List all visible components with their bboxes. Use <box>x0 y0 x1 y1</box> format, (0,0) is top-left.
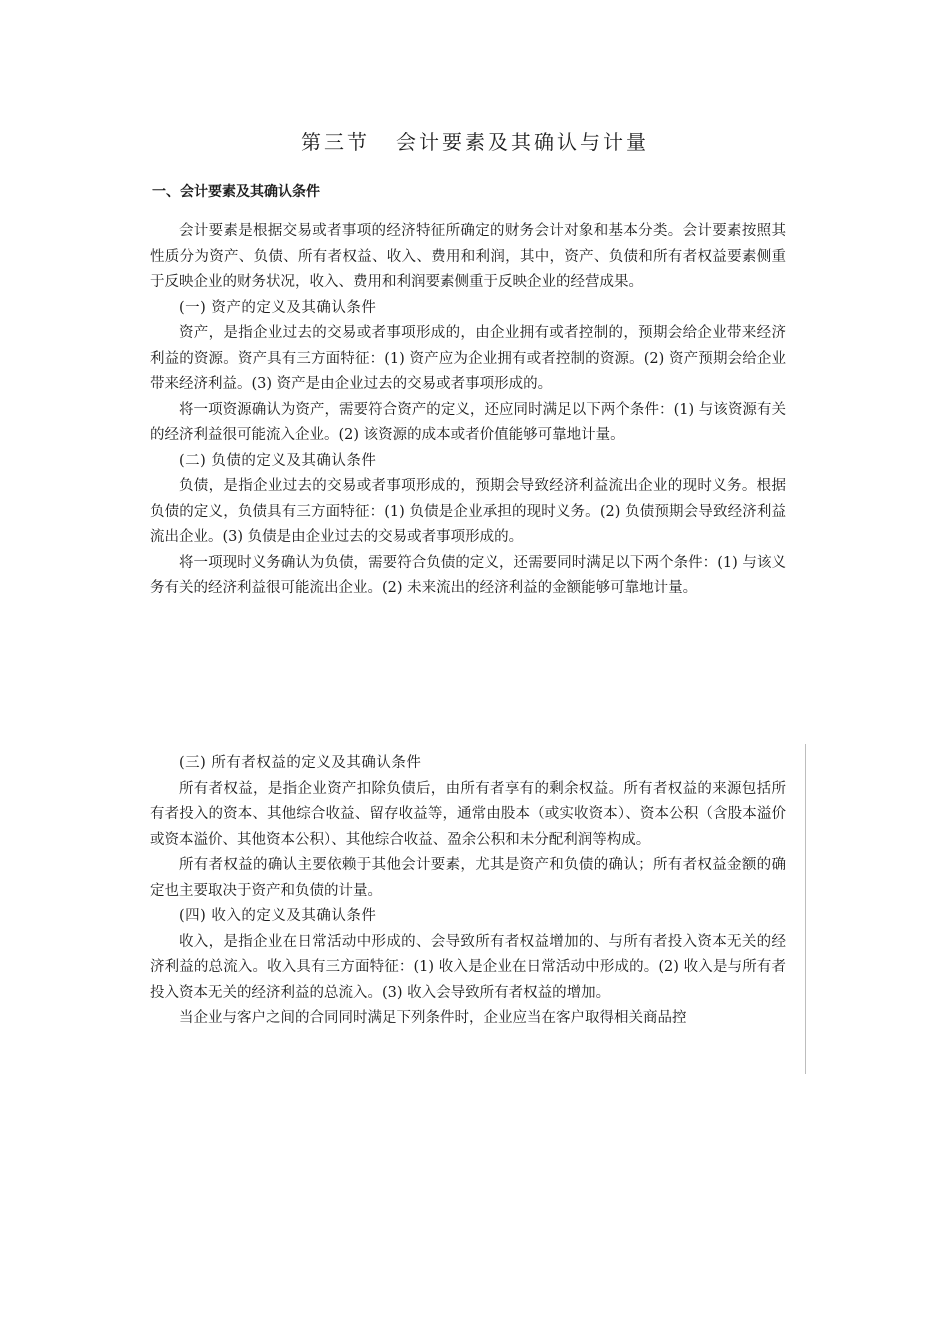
heading-accounting-elements: 一、会计要素及其确认条件 <box>152 184 320 200</box>
paragraph-assets-definition: 资产，是指企业过去的交易或者事项形成的，由企业拥有或者控制的，预期会给企业带来经济利益的资源。资产具有三方面特征：(1) 资产应为企业拥有或者控制的资源。(2) 资产预期会给企业带来经济利益。(3) 资产是由企业过去的交易或者事项形成的。 <box>150 325 786 392</box>
section-title <box>0 128 950 156</box>
paragraph-liabilities-recognition: 将一项现时义务确认为负债，需要符合负债的定义，还需要同时满足以下两个条件：(1) 与该义务有关的经济利益很可能流出企业。(2) 未来流出的经济利益的金额能够可靠地计量。 <box>150 554 786 596</box>
section-title-text: 会计要素及其确认与计量 <box>396 130 649 154</box>
paragraph-intro: 会计要素是根据交易或者事项的经济特征所确定的财务会计对象和基本分类。会计要素按照其性质分为资产、负债、所有者权益、收入、费用和利润，其中，资产、负债和所有者权益要素侧重于反映企业的财务状况，收入、费用和利润要素侧重于反映企业的经营成果。 <box>150 223 786 290</box>
paragraph-owners-equity-definition: 所有者权益，是指企业资产扣除负债后，由所有者享有的剩余权益。所有者权益的来源包括所有者投入的资本、其他综合收益、留存收益等，通常由股本（或实收资本）、资本公积（含股本溢价或资本溢价、其他资本公积）、其他综合收益、盈余公积和未分配利润等构成。 <box>150 780 786 848</box>
paragraph-liabilities-definition: 负债，是指企业过去的交易或者事项形成的，预期会导致经济利益流出企业的现时义务。根据负债的定义，负债具有三方面特征：(1) 负债是企业承担的现时义务。(2) 负债预期会导致经济利益流出企业。(3) 负债是由企业过去的交易或者事项形成的。 <box>150 478 786 545</box>
paragraph-revenue-definition: 收入，是指企业在日常活动中形成的、会导致所有者权益增加的、与所有者投入资本无关的经济利益的总流入。收入具有三方面特征：(1) 收入是企业在日常活动中形成的。(2) 收入是与所有者投入资本无关的经济利益的总流入。(3) 收入会导致所有者权益的增加。 <box>150 933 786 1001</box>
paragraph-owners-equity-recognition: 所有者权益的确认主要依赖于其他会计要素，尤其是资产和负债的确认；所有者权益金额的确定也主要取决于资产和负债的计量。 <box>150 857 786 899</box>
paragraph-revenue-contract: 当企业与客户之间的合同同时满足下列条件时，企业应当在客户取得相关商品控 <box>179 1010 687 1026</box>
text-block-2 <box>150 751 786 1032</box>
page-edge-divider <box>805 744 806 1074</box>
subheading-owners-equity: (三) 所有者权益的定义及其确认条件 <box>179 755 422 771</box>
subheading-liabilities: (二) 负债的定义及其确认条件 <box>179 452 377 469</box>
section-number: 第三节 <box>301 130 370 154</box>
subheading-revenue: (四) 收入的定义及其确认条件 <box>179 908 377 924</box>
text-block-1 <box>150 219 786 602</box>
subheading-assets: (一) 资产的定义及其确认条件 <box>179 299 377 316</box>
paragraph-assets-recognition: 将一项资源确认为资产，需要符合资产的定义，还应同时满足以下两个条件：(1) 与该资源有关的经济利益很可能流入企业。(2) 该资源的成本或者价值能够可靠地计量。 <box>150 401 786 443</box>
